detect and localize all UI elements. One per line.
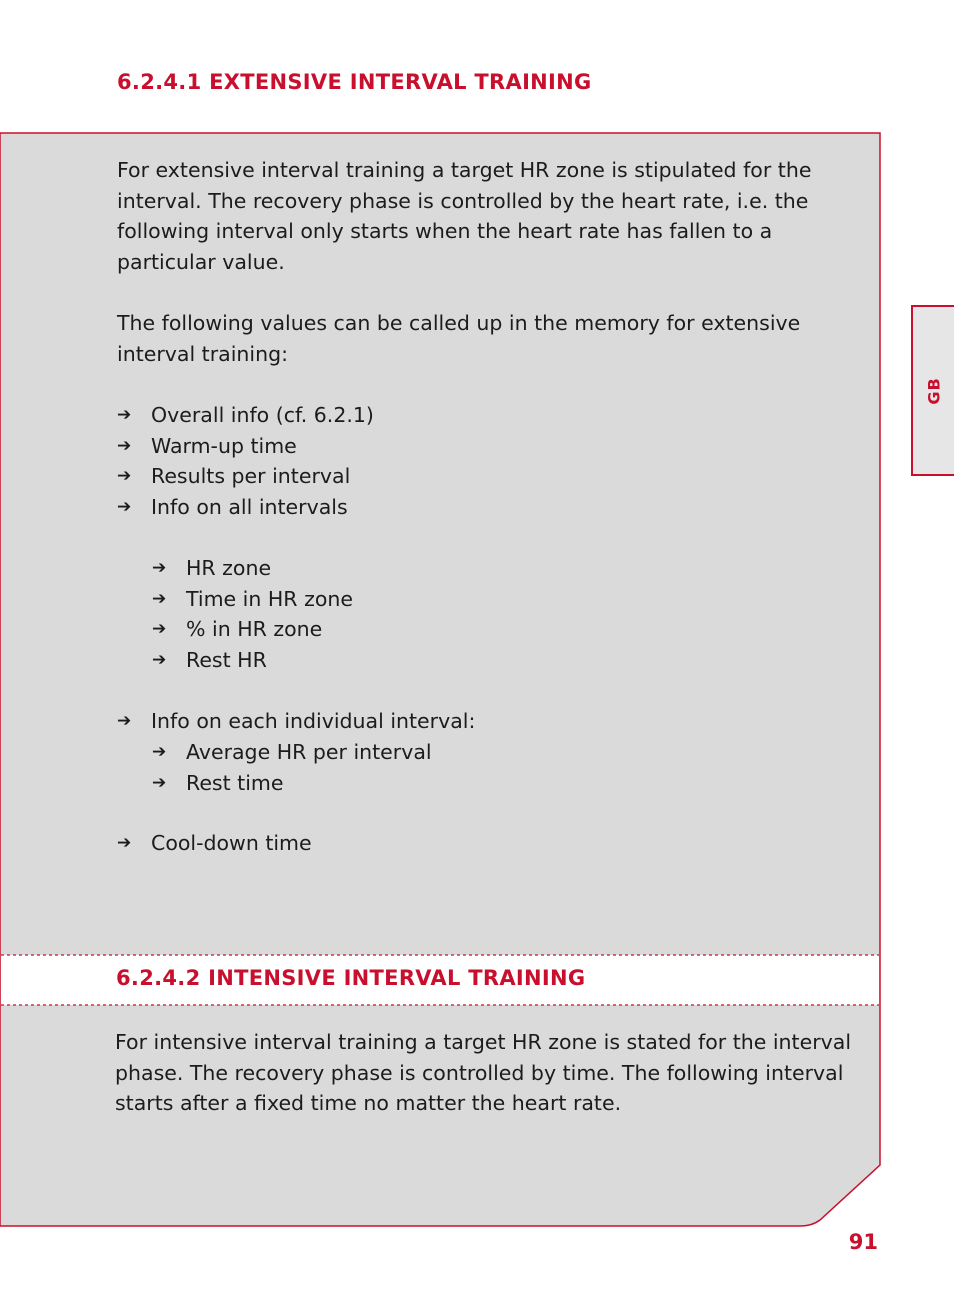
list-item: ➔ % in HR zone <box>152 614 353 645</box>
list-item: ➔ Time in HR zone <box>152 584 353 615</box>
individual-interval-list <box>117 706 475 737</box>
language-tab-label: GB <box>924 376 943 405</box>
section-heading-intensive: 6.2.4.2 INTENSIVE INTERVAL TRAINING <box>116 966 586 990</box>
individual-interval-sublist <box>152 737 432 798</box>
arrow-right-icon: ➔ <box>152 619 167 640</box>
list-item: ➔ Rest time <box>152 768 432 799</box>
list-item: ➔ Results per interval <box>117 461 374 492</box>
cooldown-list <box>117 828 312 859</box>
arrow-right-icon: ➔ <box>117 711 132 731</box>
list-item: ➔ Rest HR <box>152 645 353 676</box>
memory-values-paragraph: The following values can be called up in the memory for extensive interval training: <box>117 311 801 366</box>
list-item: ➔ Cool-down time <box>117 828 312 859</box>
list-item: ➔ Average HR per interval <box>152 737 432 768</box>
list-item: ➔ HR zone <box>152 553 353 584</box>
list-item: ➔ Info on all intervals <box>117 492 374 523</box>
arrow-right-icon: ➔ <box>117 435 132 456</box>
arrow-right-icon: ➔ <box>117 833 132 853</box>
section-heading-extensive: 6.2.4.1 EXTENSIVE INTERVAL TRAINING <box>117 70 592 94</box>
arrow-right-icon: ➔ <box>117 405 132 425</box>
arrow-right-icon: ➔ <box>152 558 167 578</box>
arrow-right-icon: ➔ <box>152 649 167 670</box>
page-number: 91 <box>848 1230 878 1254</box>
arrow-right-icon: ➔ <box>152 772 167 793</box>
all-intervals-sublist <box>152 553 353 675</box>
arrow-right-icon: ➔ <box>152 742 167 762</box>
arrow-right-icon: ➔ <box>152 588 167 609</box>
memory-values-list <box>117 400 374 522</box>
intensive-paragraph: For intensive interval training a target HR zone is stated for the interval phase. The recovery phase is controlled by time. The following interval starts after a fixed time no matter the heart rate. <box>115 1030 852 1115</box>
language-tab <box>911 305 954 476</box>
arrow-right-icon: ➔ <box>117 466 132 487</box>
arrow-right-icon: ➔ <box>117 496 132 517</box>
list-item: ➔ Warm-up time <box>117 431 374 462</box>
list-item: ➔ Overall info (cf. 6.2.1) <box>117 400 374 431</box>
intro-paragraph: For extensive interval training a target HR zone is stipulated for the interval. The recovery phase is controlled by the heart rate, i.e. the following interval only starts when the heart rate has fallen to a particular value. <box>117 158 812 274</box>
list-item: ➔ Info on each individual interval: <box>117 706 475 737</box>
